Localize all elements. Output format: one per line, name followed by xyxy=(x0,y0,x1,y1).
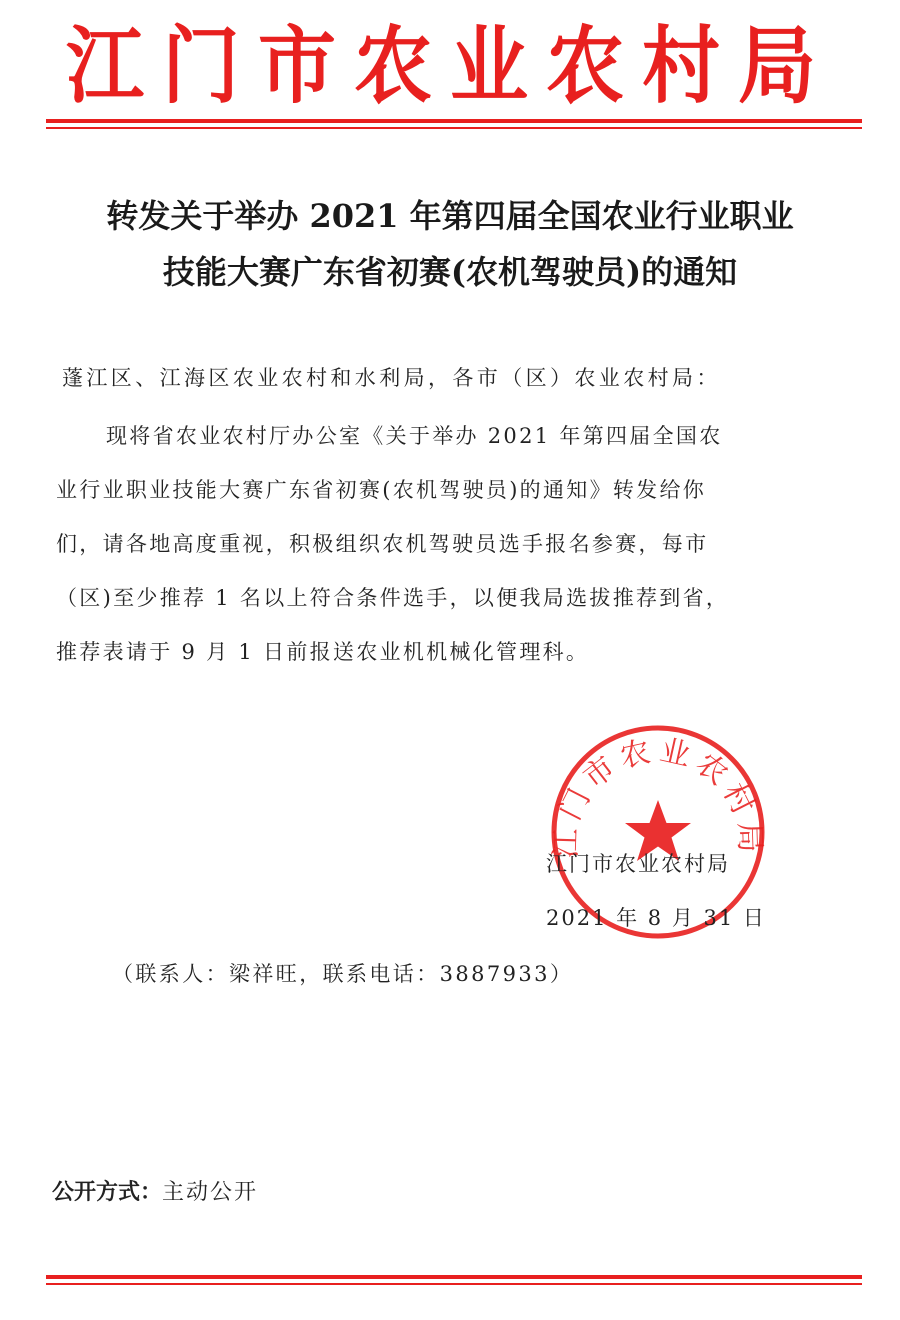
letterhead xyxy=(0,17,900,116)
body-line-1: 现将省农业农村厅办公室《关于举办 2021 年第四届全国农 xyxy=(106,424,723,448)
header-rule-thin xyxy=(46,127,862,129)
body-line-5: 推荐表请于 9 月 1 日前报送农业机机械化管理科。 xyxy=(56,640,590,664)
signature-org: 江门市农业农村局 xyxy=(546,852,730,876)
body-line-4: （区)至少推荐 1 名以上符合条件选手，以便我局选拔推荐到省， xyxy=(56,586,730,610)
document-title-line-1: 转发关于举办 2021 年第四届全国农业行业职业 xyxy=(106,197,794,235)
document-title-line-2: 技能大赛广东省初赛(农机驾驶员)的通知 xyxy=(162,253,738,291)
header-rule-thick xyxy=(46,119,862,123)
seal-text: 江门市农业农村局 xyxy=(548,733,768,859)
document-title xyxy=(40,188,860,300)
footer-rule-thin xyxy=(46,1283,862,1285)
disclosure-label: 公开方式： xyxy=(52,1180,163,1205)
disclosure-value: 主动公开 xyxy=(162,1180,259,1205)
salutation: 蓬江区、江海区农业农村和水利局，各市（区）农业农村局： xyxy=(62,366,721,390)
footer-rule-thick xyxy=(46,1275,862,1279)
body-line-2: 业行业职业技能大赛广东省初赛(农机驾驶员)的通知》转发给你 xyxy=(56,478,707,502)
body-line-3: 们，请各地高度重视，积极组织农机驾驶员选手报名参赛，每市 xyxy=(56,532,709,556)
contact-info: （联系人：梁祥旺，联系电话：3887933） xyxy=(112,962,574,986)
letterhead-org-name: 江门市农业农村局 xyxy=(65,17,834,116)
disclosure xyxy=(52,1175,258,1206)
signature-date: 2021 年 8 月 31 日 xyxy=(546,906,766,930)
